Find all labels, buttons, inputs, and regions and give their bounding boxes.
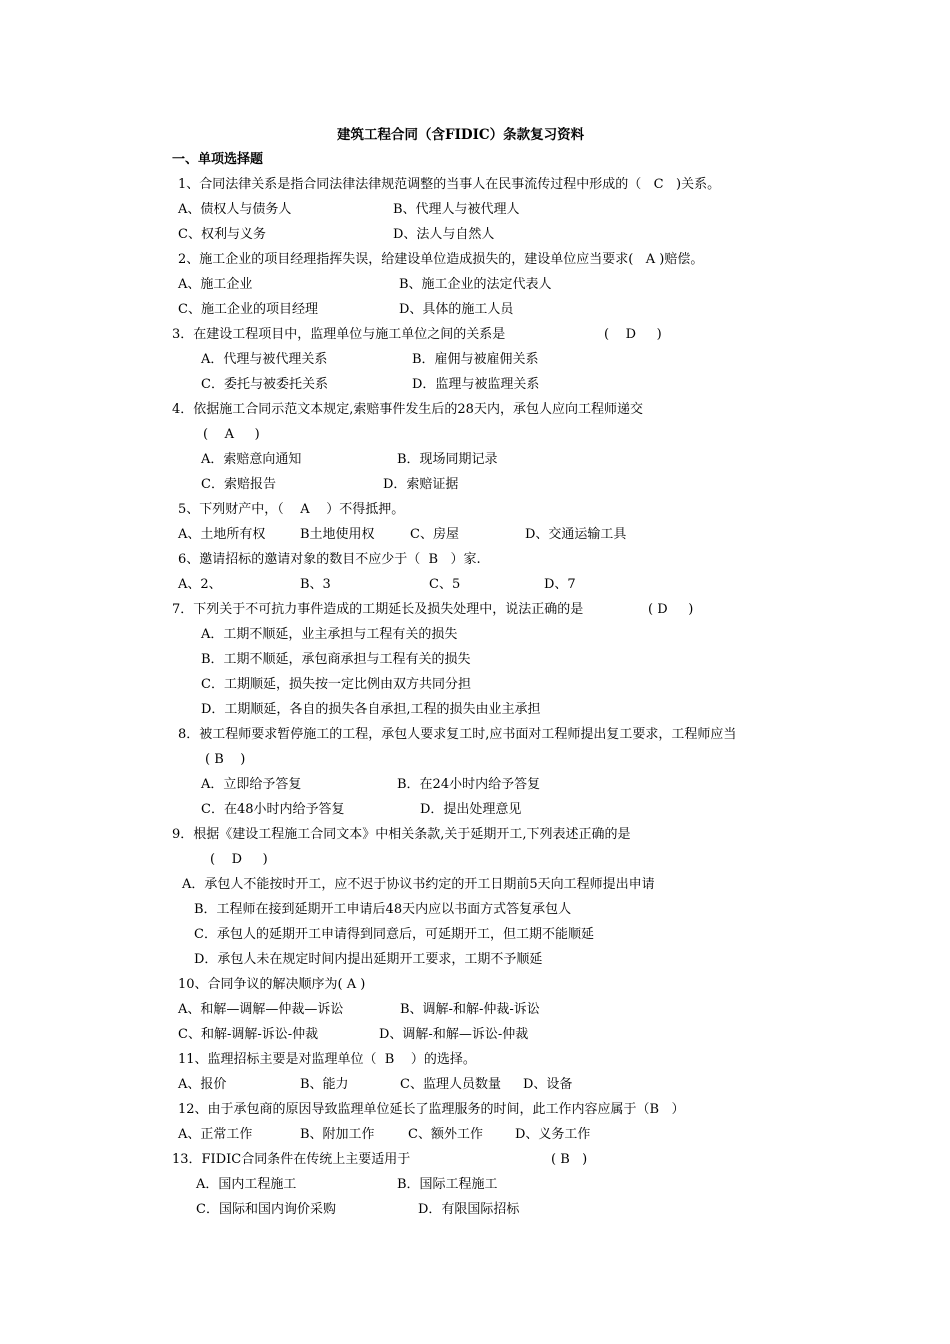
question-2-option-d: D、具体的施工人员 bbox=[399, 302, 514, 317]
question-2-option-c: C、施工企业的项目经理 bbox=[178, 302, 318, 317]
question-5-option-d: D、交通运输工具 bbox=[525, 527, 627, 542]
question-8-option-b: B．在24小时内给予答复 bbox=[397, 777, 541, 792]
question-13-answer: ( B ) bbox=[551, 1152, 588, 1167]
question-6-option-c: C、5 bbox=[429, 577, 461, 592]
question-13-option-a: A．国内工程施工 bbox=[196, 1177, 297, 1192]
question-9-option-b: B．工程师在接到延期开工申请后48天内应以书面方式答复承包人 bbox=[194, 902, 572, 917]
question-3-option-a: A．代理与被代理关系 bbox=[201, 352, 328, 367]
question-4-option-a: A．索赔意向通知 bbox=[201, 452, 302, 467]
question-7-option-d: D．工期顺延，各自的损失各自承担,工程的损失由业主承担 bbox=[201, 702, 541, 717]
question-7-option-c: C．工期顺延，损失按一定比例由双方共同分担 bbox=[201, 677, 471, 692]
question-5-stem: 5、下列财产中，（ A ）不得抵押。 bbox=[178, 502, 405, 517]
section-heading: 一、单项选择题 bbox=[172, 152, 264, 167]
question-11-option-c: C、监理人员数量 bbox=[400, 1077, 501, 1092]
question-7-stem: 7．下列关于不可抗力事件造成的工期延长及损失处理中，说法正确的是 bbox=[172, 602, 584, 617]
question-11-option-a: A、报价 bbox=[178, 1077, 227, 1092]
question-8-stem: 8．被工程师要求暂停施工的工程，承包人要求复工时,应书面对工程师提出复工要求，工程师应当 bbox=[178, 727, 737, 742]
question-10-option-d: D、调解-和解—诉讼-仲裁 bbox=[379, 1027, 529, 1042]
question-1-stem: 1、合同法律关系是指合同法律法律规范调整的当事人在民事流传过程中形成的（ C )关系。 bbox=[178, 177, 721, 192]
question-13-option-b: B．国际工程施工 bbox=[397, 1177, 498, 1192]
question-8-answer: ( B ) bbox=[205, 752, 246, 767]
question-8-option-c: C．在48小时内给予答复 bbox=[201, 802, 345, 817]
question-3-option-c: C．委托与被委托关系 bbox=[201, 377, 328, 392]
question-5-option-b: B土地使用权 bbox=[300, 527, 375, 542]
question-11-option-b: B、能力 bbox=[300, 1077, 349, 1092]
question-2-option-a: A、施工企业 bbox=[178, 277, 253, 292]
question-12-option-a: A、正常工作 bbox=[178, 1127, 253, 1142]
question-6-stem: 6、邀请招标的邀请对象的数目不应少于（ B ）家. bbox=[178, 552, 481, 567]
question-10-option-b: B、调解-和解-仲裁-诉讼 bbox=[400, 1002, 540, 1017]
question-2-option-b: B、施工企业的法定代表人 bbox=[399, 277, 552, 292]
question-4-option-d: D．索赔证据 bbox=[383, 477, 459, 492]
question-8-option-a: A．立即给予答复 bbox=[201, 777, 302, 792]
question-13-option-c: C．国际和国内询价采购 bbox=[196, 1202, 336, 1217]
question-2-stem: 2、施工企业的项目经理指挥失误，给建设单位造成损失的，建设单位应当要求( A )赔偿。 bbox=[178, 252, 704, 267]
question-11-option-d: D、设备 bbox=[523, 1077, 573, 1092]
question-7-option-a: A．工期不顺延，业主承担与工程有关的损失 bbox=[201, 627, 458, 642]
question-11-stem: 11、监理招标主要是对监理单位（ B ）的选择。 bbox=[178, 1052, 476, 1067]
question-12-option-c: C、额外工作 bbox=[408, 1127, 483, 1142]
question-9-option-a: A．承包人不能按时开工，应不迟于协议书约定的开工日期前5天向工程师提出申请 bbox=[182, 877, 655, 892]
question-3-answer: ( D ) bbox=[604, 327, 662, 342]
question-4-option-c: C．索赔报告 bbox=[201, 477, 276, 492]
question-9-option-c: C．承包人的延期开工申请得到同意后，可延期开工，但工期不能顺延 bbox=[194, 927, 594, 942]
question-12-stem: 12、由于承包商的原因导致监理单位延长了监理服务的时间，此工作内容应属于（B ） bbox=[178, 1102, 685, 1117]
question-6-option-d: D、7 bbox=[544, 577, 576, 592]
question-9-option-d: D．承包人未在规定时间内提出延期开工要求，工期不予顺延 bbox=[194, 952, 543, 967]
question-6-option-b: B、3 bbox=[300, 577, 331, 592]
question-12-option-b: B、附加工作 bbox=[300, 1127, 375, 1142]
question-3-stem: 3．在建设工程项目中，监理单位与施工单位之间的关系是 bbox=[172, 327, 506, 342]
question-8-option-d: D．提出处理意见 bbox=[420, 802, 522, 817]
question-9-stem: 9．根据《建设工程施工合同文本》中相关条款,关于延期开工,下列表述正确的是 bbox=[172, 827, 631, 842]
question-5-option-c: C、房屋 bbox=[410, 527, 459, 542]
question-1-option-d: D、法人与自然人 bbox=[393, 227, 495, 242]
question-4-answer: ( A ) bbox=[203, 427, 260, 442]
question-3-option-d: D．监理与被监理关系 bbox=[412, 377, 540, 392]
question-13-option-d: D．有限国际招标 bbox=[418, 1202, 520, 1217]
question-5-option-a: A、土地所有权 bbox=[178, 527, 266, 542]
question-9-answer: ( D ) bbox=[210, 852, 268, 867]
question-13-stem: 13．FIDIC合同条件在传统上主要适用于 bbox=[172, 1152, 411, 1167]
question-6-option-a: A、2、 bbox=[178, 577, 222, 592]
question-7-answer: ( D ) bbox=[648, 602, 694, 617]
question-1-option-c: C、权利与义务 bbox=[178, 227, 266, 242]
question-4-option-b: B．现场同期记录 bbox=[397, 452, 498, 467]
question-7-option-b: B．工期不顺延，承包商承担与工程有关的损失 bbox=[201, 652, 471, 667]
question-10-option-a: A、和解—调解—仲裁—诉讼 bbox=[178, 1002, 344, 1017]
question-3-option-b: B．雇佣与被雇佣关系 bbox=[412, 352, 539, 367]
question-1-option-a: A、债权人与债务人 bbox=[178, 202, 292, 217]
question-12-option-d: D、义务工作 bbox=[515, 1127, 591, 1142]
document-title: 建筑工程合同（含FIDIC）条款复习资料 bbox=[337, 127, 585, 143]
question-10-option-c: C、和解-调解-诉讼-仲裁 bbox=[178, 1027, 319, 1042]
question-10-stem: 10、合同争议的解决顺序为( A ) bbox=[178, 977, 366, 992]
question-4-stem: 4．依据施工合同示范文本规定,索赔事件发生后的28天内，承包人应向工程师递交 bbox=[172, 402, 643, 417]
question-1-option-b: B、代理人与被代理人 bbox=[393, 202, 520, 217]
